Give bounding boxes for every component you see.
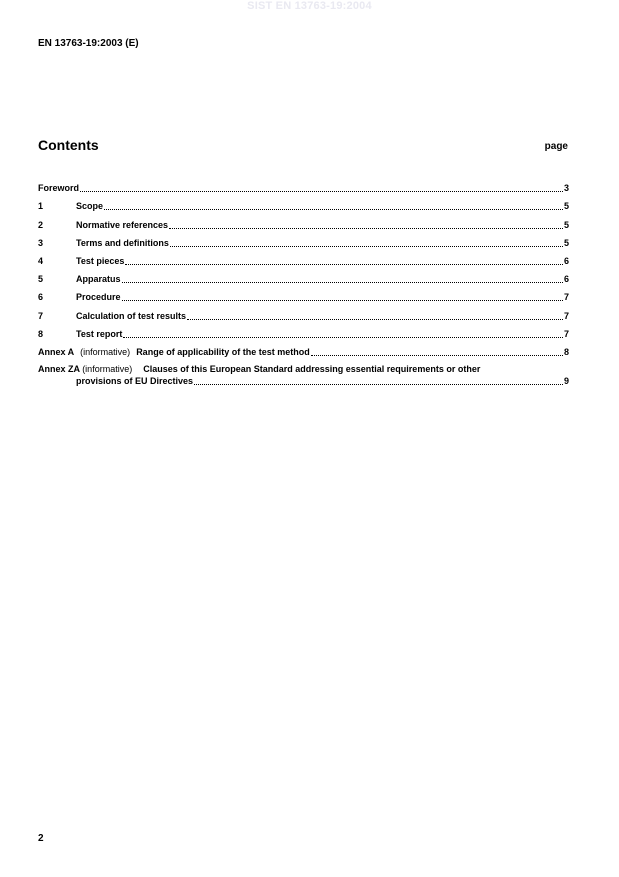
annex-label: Annex ZA	[38, 363, 80, 374]
dot-leader	[125, 264, 563, 265]
toc-entry-page: 3	[563, 183, 569, 194]
toc-entry-title: Normative references	[76, 219, 169, 230]
toc-entry-title: Range of applicability of the test method	[136, 346, 310, 357]
toc-entry-title: Test report	[76, 328, 123, 339]
dot-leader	[80, 191, 563, 192]
toc-entry-number: 8	[38, 328, 44, 339]
toc-entry-section-5[interactable]	[38, 267, 569, 285]
dot-leader	[170, 246, 563, 247]
toc-entry-page: 5	[563, 219, 569, 230]
dot-leader	[104, 209, 563, 210]
toc-entry-section-4[interactable]	[38, 249, 569, 267]
dot-leader	[194, 384, 563, 385]
page-number: 2	[38, 833, 44, 844]
toc-entry-page: 6	[563, 274, 569, 285]
dot-leader	[311, 355, 563, 356]
toc-entry-number: 5	[38, 274, 44, 285]
annex-label: Annex A	[38, 346, 75, 357]
dot-leader	[122, 282, 563, 283]
toc-entry-title: Scope	[76, 201, 104, 212]
toc-entry-section-2[interactable]	[38, 212, 569, 230]
toc-entry-section-6[interactable]	[38, 285, 569, 303]
toc-entry-page: 7	[563, 310, 569, 321]
page-column-label: page	[544, 141, 568, 152]
dot-leader	[187, 319, 563, 320]
toc-entry-page: 8	[563, 346, 569, 357]
toc-entry-title: Terms and definitions	[76, 237, 169, 248]
toc-entry-number: 1	[38, 201, 44, 212]
toc-entry-section-1[interactable]	[38, 194, 569, 212]
toc-entry-number: 2	[38, 219, 44, 230]
toc-entry-annex-za[interactable]	[38, 364, 569, 387]
document-id: EN 13763-19:2003 (E)	[38, 38, 139, 49]
toc-entry-page: 7	[563, 328, 569, 339]
annex-informative-tag: (informative)	[82, 363, 133, 374]
table-of-contents	[38, 176, 569, 387]
dot-leader	[123, 337, 563, 338]
annex-informative-tag: (informative)	[80, 346, 131, 357]
dot-leader	[169, 228, 563, 229]
toc-entry-number: 3	[38, 237, 44, 248]
dot-leader	[122, 300, 563, 301]
contents-heading: Contents	[38, 137, 99, 153]
toc-entry-section-3[interactable]	[38, 231, 569, 249]
toc-entry-title: Calculation of test results	[76, 310, 187, 321]
toc-entry-page: 7	[563, 292, 569, 303]
toc-entry-page: 9	[563, 375, 569, 386]
toc-entry-title: Apparatus	[76, 274, 121, 285]
toc-entry-title: Test pieces	[76, 255, 125, 266]
toc-entry-title-line1: Clauses of this European Standard addressing essential requirements or other	[143, 363, 481, 374]
toc-entry-number: 7	[38, 310, 44, 321]
toc-entry-page: 5	[563, 201, 569, 212]
toc-entry-section-8[interactable]	[38, 322, 569, 340]
toc-entry-title: Foreword	[38, 183, 80, 194]
toc-entry-title: Procedure	[76, 292, 121, 303]
toc-entry-title-line2: provisions of EU Directives	[76, 375, 194, 386]
watermark: SIST EN 13763-19:2004	[247, 0, 372, 12]
toc-entry-foreword[interactable]	[38, 176, 569, 194]
toc-entry-annex-a[interactable]	[38, 340, 569, 358]
toc-entry-page: 6	[563, 255, 569, 266]
toc-entry-number: 4	[38, 255, 44, 266]
toc-entry-page: 5	[563, 237, 569, 248]
toc-entry-number: 6	[38, 292, 44, 303]
toc-entry-section-7[interactable]	[38, 303, 569, 321]
